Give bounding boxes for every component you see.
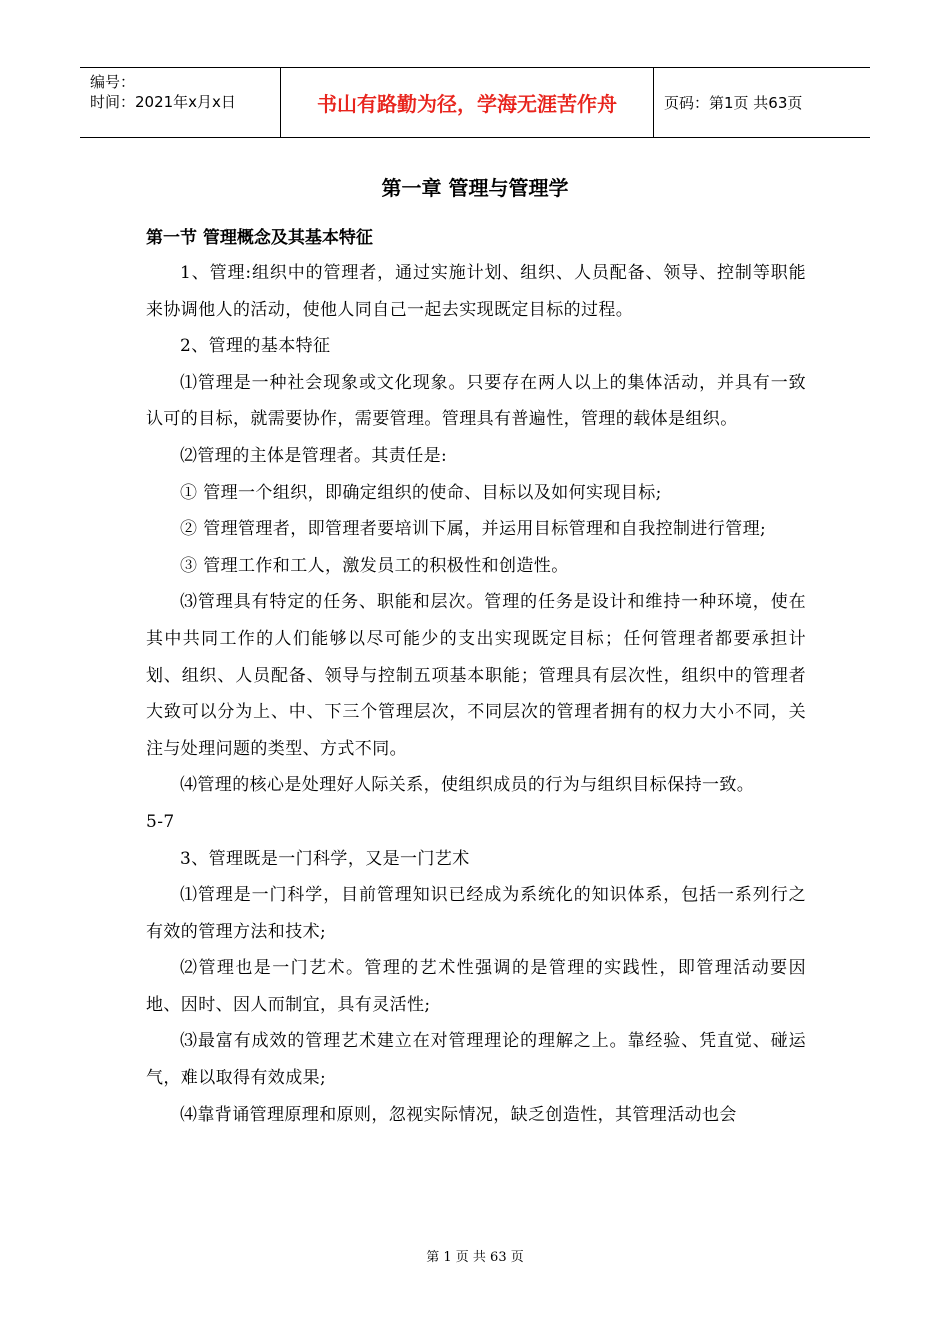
paragraph: ⑴管理是一种社会现象或文化现象。只要存在两人以上的集体活动，并具有一致认可的目标，就需要协作，需要管理。管理具有普遍性，管理的载体是组织。	[146, 372, 806, 430]
paragraph: ⑶管理具有特定的任务、职能和层次。管理的任务是设计和维持一种环境，使在其中共同工作的人们能够以尽可能少的支出实现既定目标；任何管理者都要承担计划、组织、人员配备、领导与控制五项基本职能；管理具有层次性，组织中的管理者大致可以分为上、中、下三个管理层次，不同层次的管理者拥有的权力大小不同，关注与处理问题的类型、方式不同。	[146, 592, 806, 759]
paragraph: ⑶最富有成效的管理艺术建立在对管理理论的理解之上。靠经验、凭直觉、碰运气，难以取得有效成果;	[146, 1031, 806, 1089]
header-page-info: 页码：第1页 共63页	[664, 94, 803, 112]
section-title: 第一节 管理概念及其基本特征	[146, 228, 373, 248]
chapter-title: 第一章 管理与管理学	[381, 176, 569, 200]
paragraph: ⑴管理是一门科学，目前管理知识已经成为系统化的知识体系，包括一系列行之有效的管理方法和技术;	[146, 885, 806, 942]
header-meta	[80, 68, 281, 137]
paragraph: ⑷靠背诵管理原理和原则，忽视实际情况，缺乏创造性，其管理活动也会	[180, 1104, 737, 1125]
time-label: 时间：2021年x月x日	[90, 93, 236, 111]
paragraph: 2、管理的基本特征	[180, 336, 331, 357]
paragraph: ② 管理管理者，即管理者要培训下属，并运用目标管理和自我控制进行管理;	[180, 519, 767, 540]
paragraph: ⑷管理的核心是处理好人际关系，使组织成员的行为与组织目标保持一致。	[180, 775, 755, 796]
paragraph: ⑵管理的主体是管理者。其责任是:	[180, 445, 448, 466]
page-reference: 5-7	[146, 811, 175, 832]
body-text	[146, 255, 806, 1133]
page-header	[80, 67, 870, 138]
paragraph: ③ 管理工作和工人，激发员工的积极性和创造性。	[180, 555, 569, 576]
header-motto: 书山有路勤为径，学海无涯苦作舟	[281, 68, 654, 137]
paragraph: ① 管理一个组织，即确定组织的使命、目标以及如何实现目标;	[180, 482, 662, 503]
page-footer: 第 1 页 共 63 页	[426, 1250, 524, 1265]
number-label: 编号：	[90, 73, 136, 91]
paragraph: 1、管理:组织中的管理者，通过实施计划、组织、人员配备、领导、控制等职能来协调他人的活动，使他人同自己一起去实现既定目标的过程。	[146, 263, 806, 320]
paragraph: 3、管理既是一门科学，又是一门艺术	[180, 848, 470, 869]
paragraph: ⑵管理也是一门艺术。管理的艺术性强调的是管理的实践性，即管理活动要因地、因时、因人而制宜，具有灵活性;	[146, 958, 806, 1015]
